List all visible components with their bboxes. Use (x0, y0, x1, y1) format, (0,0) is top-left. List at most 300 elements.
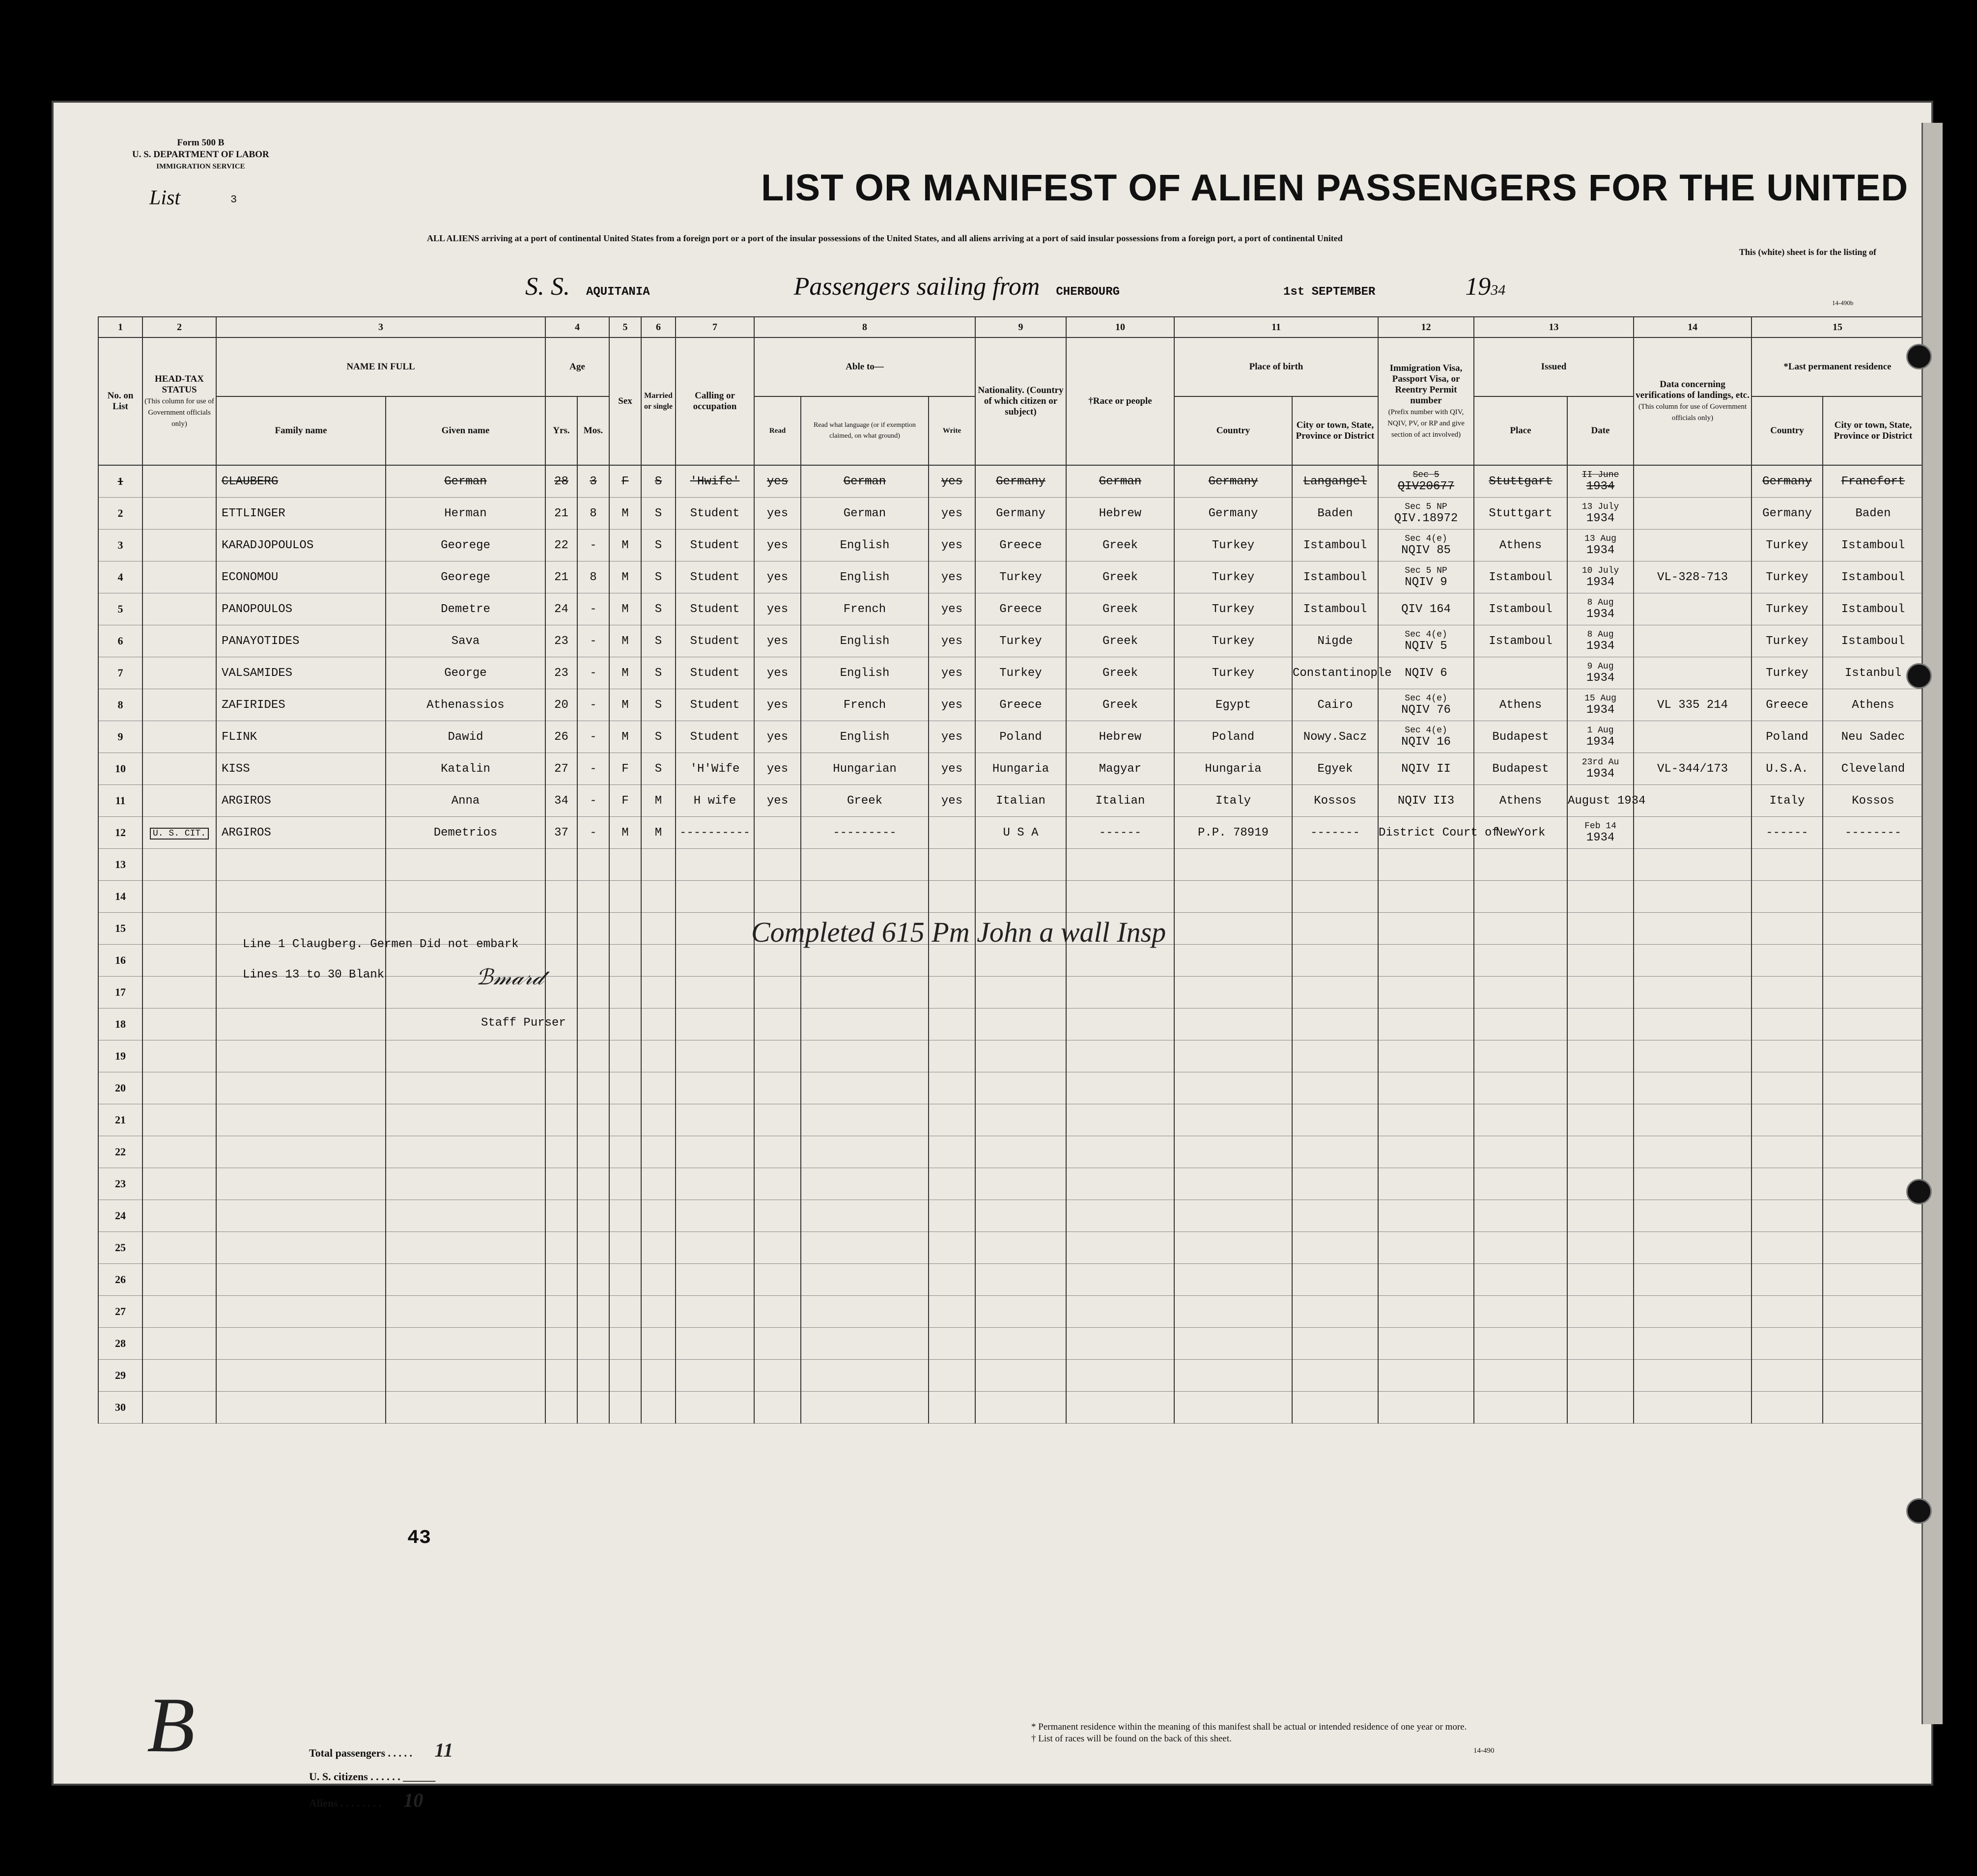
blank-cell (1174, 1328, 1292, 1360)
cell-nationality: Germany (975, 465, 1066, 498)
table-row (98, 1232, 1923, 1264)
cell-write: yes (929, 753, 975, 785)
blank-cell (929, 849, 975, 881)
cell-lang: German (801, 498, 929, 530)
cell-write: yes (929, 530, 975, 561)
blank-cell (1378, 913, 1474, 945)
visa-section: Sec 4(e) (1405, 693, 1447, 703)
blank-cell (1174, 977, 1292, 1008)
cell-visa: Sec 5 NP QIV.18972 (1378, 498, 1474, 530)
blank-cell (1823, 1296, 1923, 1328)
cell-date: Feb 14 1934 (1567, 817, 1634, 849)
cell-yrs: 28 (545, 465, 577, 498)
cell-b-country: Germany (1174, 465, 1292, 498)
blank-cell (801, 1328, 929, 1360)
total-label: Total passengers (309, 1747, 386, 1759)
blank-cell (929, 1104, 975, 1136)
blank-cell (1474, 1104, 1567, 1136)
cell-line-number: 28 (98, 1328, 142, 1360)
cell-family: PANAYOTIDES (216, 625, 386, 657)
issued-day: Feb 14 (1584, 821, 1616, 831)
blank-cell (801, 1072, 929, 1104)
total-passengers: Total passengers . . . . . 11 (309, 1739, 453, 1761)
blank-cell (1751, 881, 1823, 913)
cell-sex: M (609, 593, 641, 625)
blank-cell (641, 1104, 676, 1136)
blank-cell (801, 1232, 929, 1264)
cell-head-tax (142, 530, 216, 561)
cell-place: Budapest (1474, 721, 1567, 753)
cell-read: yes (754, 530, 801, 561)
blank-cell (577, 1104, 609, 1136)
blank-cell (1474, 1072, 1567, 1104)
blank-cell (929, 1232, 975, 1264)
cell-place: NewYork (1474, 817, 1567, 849)
cell-sex: M (609, 657, 641, 689)
cell-line-number: 16 (98, 945, 142, 977)
blank-cell (1066, 1328, 1174, 1360)
cell-r-country: Greece (1751, 689, 1823, 721)
blank-cell (641, 1392, 676, 1424)
blank-cell (216, 1360, 386, 1392)
cell-calling: Student (676, 593, 754, 625)
blank-cell (577, 1200, 609, 1232)
blank-cell (142, 1360, 216, 1392)
blank-cell (676, 1232, 754, 1264)
blank-cell (975, 945, 1066, 977)
blank-cell (641, 1296, 676, 1328)
footnote-a: * Permanent residence within the meaning of this manifest shall be actual or intended residence of one year or more. (1031, 1722, 1467, 1732)
cell-nationality: Poland (975, 721, 1066, 753)
cell-place: Stuttgart (1474, 465, 1567, 498)
header-mos: Mos. (577, 396, 609, 465)
cell-sex: M (609, 498, 641, 530)
blank-cell (1567, 913, 1634, 945)
blank-cell (801, 1040, 929, 1072)
blank-cell (1567, 1072, 1634, 1104)
blank-cell (1567, 881, 1634, 913)
blank-cell (1823, 1328, 1923, 1360)
cell-date: 9 Aug 1934 (1567, 657, 1634, 689)
blank-cell (577, 1168, 609, 1200)
blank-cell (676, 1136, 754, 1168)
cell-sex: M (609, 530, 641, 561)
cell-calling: 'Hwife' (676, 465, 754, 498)
blank-cell (1751, 1072, 1823, 1104)
blank-cell (142, 1232, 216, 1264)
blank-cell (1634, 1232, 1751, 1264)
blank-cell (545, 945, 577, 977)
cell-visa: NQIV II (1378, 753, 1474, 785)
header-given-name: Given name (386, 396, 545, 465)
blank-cell (216, 881, 386, 913)
cell-b-city: Constantinople (1292, 657, 1378, 689)
blank-cell (929, 1200, 975, 1232)
blank-cell (1292, 977, 1378, 1008)
cell-given: Sava (386, 625, 545, 657)
uscit-label: U. S. citizens (309, 1770, 368, 1783)
cell-nationality: Germany (975, 498, 1066, 530)
cell-r-country: Poland (1751, 721, 1823, 753)
blank-cell (577, 945, 609, 977)
table-row (98, 498, 1923, 530)
blank-cell (386, 1392, 545, 1424)
sailing-label: Passengers sailing from (793, 273, 1040, 301)
blank-cell (754, 1104, 801, 1136)
blank-cell (1066, 1072, 1174, 1104)
cell-data (1634, 721, 1751, 753)
cell-race: Magyar (1066, 753, 1174, 785)
cell-r-country: ------ (1751, 817, 1823, 849)
cell-family: PANOPOULOS (216, 593, 386, 625)
binder-hole (1906, 663, 1932, 689)
aliens-value: 10 (403, 1789, 424, 1811)
blank-cell (1751, 1296, 1823, 1328)
col-num: 1 (98, 317, 142, 337)
blank-cell (975, 1040, 1066, 1072)
blank-cell (801, 977, 929, 1008)
blank-cell (577, 1360, 609, 1392)
blank-cell (386, 1360, 545, 1392)
blank-cell (1066, 1136, 1174, 1168)
cell-mos: - (577, 721, 609, 753)
blank-cell (1066, 1008, 1174, 1040)
blank-cell (1292, 1360, 1378, 1392)
col-num: 14 (1634, 317, 1751, 337)
blank-cell (1292, 1264, 1378, 1296)
cell-b-country: Turkey (1174, 561, 1292, 593)
blank-cell (641, 849, 676, 881)
cell-family: FLINK (216, 721, 386, 753)
col-num: 8 (754, 317, 975, 337)
header-nationality: Nationality. (Country of which citizen or subject) (975, 337, 1066, 465)
cell-lang: German (801, 465, 929, 498)
cell-yrs: 37 (545, 817, 577, 849)
blank-cell (1823, 1200, 1923, 1232)
cell-ms: S (641, 561, 676, 593)
cell-r-country: Turkey (1751, 625, 1823, 657)
blank-cell (676, 1072, 754, 1104)
cell-write: yes (929, 625, 975, 657)
col-num: 3 (216, 317, 545, 337)
blank-cell (641, 913, 676, 945)
table-row (98, 657, 1923, 689)
cell-yrs: 34 (545, 785, 577, 817)
blank-cell (929, 1008, 975, 1040)
blank-cell (1634, 1392, 1751, 1424)
blank-cell (975, 1232, 1066, 1264)
cell-no: 12 (98, 817, 142, 849)
blank-cell (1567, 945, 1634, 977)
cell-r-city: Istamboul (1823, 561, 1923, 593)
blank-cell (1378, 1072, 1474, 1104)
blank-cell (609, 1104, 641, 1136)
blank-cell (975, 1328, 1066, 1360)
cell-family: KARADJOPOULOS (216, 530, 386, 561)
blank-cell (545, 977, 577, 1008)
us-cit-stamp: U. S. CIT. (150, 828, 209, 840)
blank-cell (386, 1136, 545, 1168)
table-row (98, 1200, 1923, 1232)
cell-r-city: Istanbul (1823, 657, 1923, 689)
cell-line-number: 20 (98, 1072, 142, 1104)
header-last-residence: *Last permanent residence (1751, 337, 1923, 396)
cell-family: VALSAMIDES (216, 657, 386, 689)
cell-b-country: Poland (1174, 721, 1292, 753)
cell-date: 8 Aug 1934 (1567, 593, 1634, 625)
cell-visa: Sec 5 NP NQIV 9 (1378, 561, 1474, 593)
blank-cell (609, 945, 641, 977)
blank-cell (676, 1040, 754, 1072)
cell-sex: F (609, 465, 641, 498)
blank-cell (386, 1200, 545, 1232)
blank-cell (754, 1168, 801, 1200)
cell-ms: S (641, 530, 676, 561)
cell-r-city: Neu Sadec (1823, 721, 1923, 753)
cell-date: 23rd Au 1934 (1567, 753, 1634, 785)
cell-read: yes (754, 785, 801, 817)
blank-cell (975, 1136, 1066, 1168)
col-num: 5 (609, 317, 641, 337)
blank-cell (1066, 945, 1174, 977)
cell-visa: Sec 5 QIV20677 (1378, 465, 1474, 498)
issued-day: 10 July (1582, 565, 1619, 576)
blank-cell (1823, 1040, 1923, 1072)
cell-visa: District Court of (1378, 817, 1474, 849)
blank-cell (929, 1328, 975, 1360)
blank-cell (1823, 945, 1923, 977)
blank-cell (1751, 945, 1823, 977)
cell-read: yes (754, 657, 801, 689)
blank-cell (1474, 1168, 1567, 1200)
blank-cell (609, 913, 641, 945)
blank-cell (1567, 849, 1634, 881)
blank-cell (1066, 1104, 1174, 1136)
cell-line-number: 26 (98, 1264, 142, 1296)
blank-cell (577, 1072, 609, 1104)
cell-mos: 3 (577, 465, 609, 498)
blank-cell (1823, 1360, 1923, 1392)
cell-nationality: U S A (975, 817, 1066, 849)
table-row (98, 625, 1923, 657)
blank-cell (1567, 1040, 1634, 1072)
cell-line-number: 24 (98, 1200, 142, 1232)
cell-date: 13 July 1934 (1567, 498, 1634, 530)
blank-cell (1567, 1136, 1634, 1168)
blank-cell (386, 1232, 545, 1264)
cell-yrs: 21 (545, 561, 577, 593)
cell-lang: English (801, 530, 929, 561)
cell-place: Athens (1474, 689, 1567, 721)
blank-cell (1751, 1104, 1823, 1136)
blank-cell (641, 881, 676, 913)
cell-yrs: 24 (545, 593, 577, 625)
table-row (98, 721, 1923, 753)
cell-head-tax (142, 753, 216, 785)
cell-race: Italian (1066, 785, 1174, 817)
blank-cell (142, 1072, 216, 1104)
cell-data (1634, 593, 1751, 625)
cell-date: II June 1934 (1567, 465, 1634, 498)
cell-b-country: Turkey (1174, 530, 1292, 561)
blank-cell (1378, 1136, 1474, 1168)
cell-lang: English (801, 561, 929, 593)
blank-cell (1634, 1296, 1751, 1328)
blank-cell (577, 1136, 609, 1168)
blank-cell (577, 881, 609, 913)
blank-cell (216, 1328, 386, 1360)
blank-cell (1292, 945, 1378, 977)
cell-write: yes (929, 785, 975, 817)
blank-cell (577, 1232, 609, 1264)
cell-head-tax (142, 593, 216, 625)
blank-cell (1823, 1072, 1923, 1104)
blank-cell (1066, 1296, 1174, 1328)
blank-cell (676, 977, 754, 1008)
blank-cell (1567, 1008, 1634, 1040)
cell-no: 9 (98, 721, 142, 753)
blank-cell (577, 849, 609, 881)
visa-section: Sec 4(e) (1405, 533, 1447, 544)
cell-mos: 8 (577, 561, 609, 593)
header-no-on-list: No. on List (98, 337, 142, 465)
cell-place (1474, 657, 1567, 689)
header-birth-country: Country (1174, 396, 1292, 465)
issued-day: 9 Aug (1587, 661, 1614, 672)
blank-cell (754, 945, 801, 977)
blank-cell (801, 1392, 929, 1424)
cell-yrs: 22 (545, 530, 577, 561)
blank-cell (975, 1008, 1066, 1040)
cell-b-city: ------- (1292, 817, 1378, 849)
blank-cell (1378, 1360, 1474, 1392)
blank-cell (545, 1360, 577, 1392)
blank-cell (609, 1168, 641, 1200)
blank-cell (641, 1328, 676, 1360)
blank-cell (1174, 945, 1292, 977)
header-row-1 (98, 337, 1923, 396)
blank-cell (641, 1072, 676, 1104)
blank-cell (1474, 1296, 1567, 1328)
blank-cell (1174, 1008, 1292, 1040)
cell-ms: S (641, 465, 676, 498)
blank-cell (754, 1328, 801, 1360)
blank-cell (1634, 913, 1751, 945)
cell-race: Hebrew (1066, 498, 1174, 530)
blank-cell (1567, 1264, 1634, 1296)
blank-cell (1174, 1232, 1292, 1264)
blank-cell (1292, 1328, 1378, 1360)
blank-cell (676, 1296, 754, 1328)
cell-mos: - (577, 530, 609, 561)
header-res-country: Country (1751, 396, 1823, 465)
blank-cell (1567, 1168, 1634, 1200)
handwritten-mark: B (147, 1681, 195, 1768)
cell-no: 3 (98, 530, 142, 561)
blank-cell (609, 1136, 641, 1168)
blank-cell (1066, 1200, 1174, 1232)
blank-cell (1474, 1392, 1567, 1424)
cell-ms: S (641, 689, 676, 721)
blank-cell (142, 1008, 216, 1040)
blank-cell (142, 945, 216, 977)
header-data (1634, 337, 1751, 465)
blank-cell (1634, 1136, 1751, 1168)
blank-cell (641, 1168, 676, 1200)
blank-cell (1634, 1200, 1751, 1232)
blank-cell (801, 1264, 929, 1296)
blank-cell (676, 945, 754, 977)
cell-place: Stuttgart (1474, 498, 1567, 530)
header-issued: Issued (1474, 337, 1634, 396)
cell-data: VL 335 214 (1634, 689, 1751, 721)
cell-no: 4 (98, 561, 142, 593)
cell-calling: Student (676, 498, 754, 530)
blank-cell (545, 913, 577, 945)
cell-r-country: Turkey (1751, 561, 1823, 593)
cell-yrs: 23 (545, 657, 577, 689)
blank-cell (1378, 881, 1474, 913)
blank-cell (975, 1072, 1066, 1104)
cell-b-city: Nowy.Sacz (1292, 721, 1378, 753)
blank-cell (1174, 1040, 1292, 1072)
blank-cell (545, 849, 577, 881)
blank-cell (1174, 849, 1292, 881)
cell-ms: M (641, 785, 676, 817)
cell-b-city: Kossos (1292, 785, 1378, 817)
blank-cell (609, 1008, 641, 1040)
column-number-row (98, 317, 1923, 337)
cell-write: yes (929, 561, 975, 593)
blank-cell (1174, 1360, 1292, 1392)
issued-day: 8 Aug (1587, 629, 1614, 640)
cell-line-number: 29 (98, 1360, 142, 1392)
cell-line-number: 23 (98, 1168, 142, 1200)
cell-head-tax (142, 561, 216, 593)
cell-calling: Student (676, 689, 754, 721)
cell-read: yes (754, 753, 801, 785)
cell-calling: Student (676, 721, 754, 753)
staff-purser: Staff Purser (481, 1016, 566, 1030)
cell-race: Greek (1066, 657, 1174, 689)
blank-cell (386, 1040, 545, 1072)
visa-section: Sec 5 NP (1405, 502, 1447, 512)
table-row (98, 1264, 1923, 1296)
cell-r-city: Francfort (1823, 465, 1923, 498)
blank-cell (676, 881, 754, 913)
cell-no: 7 (98, 657, 142, 689)
cell-sex: M (609, 817, 641, 849)
cell-given: Demetrios (386, 817, 545, 849)
ship-line (525, 272, 1505, 301)
cell-ms: S (641, 721, 676, 753)
blank-cell (975, 977, 1066, 1008)
cell-family: ECONOMOU (216, 561, 386, 593)
blank-cell (142, 1296, 216, 1328)
totals-block (309, 1738, 453, 1815)
cell-given: Demetre (386, 593, 545, 625)
purser-signature: ℬ𝓂𝒶𝓇𝒹 (476, 965, 543, 989)
blank-cell (676, 1264, 754, 1296)
blank-cell (1823, 977, 1923, 1008)
cell-b-city: Baden (1292, 498, 1378, 530)
blank-cell (1066, 977, 1174, 1008)
table-row (98, 1392, 1923, 1424)
cell-race: Greek (1066, 593, 1174, 625)
cell-data (1634, 817, 1751, 849)
col-num: 6 (641, 317, 676, 337)
cell-given: Athenassios (386, 689, 545, 721)
